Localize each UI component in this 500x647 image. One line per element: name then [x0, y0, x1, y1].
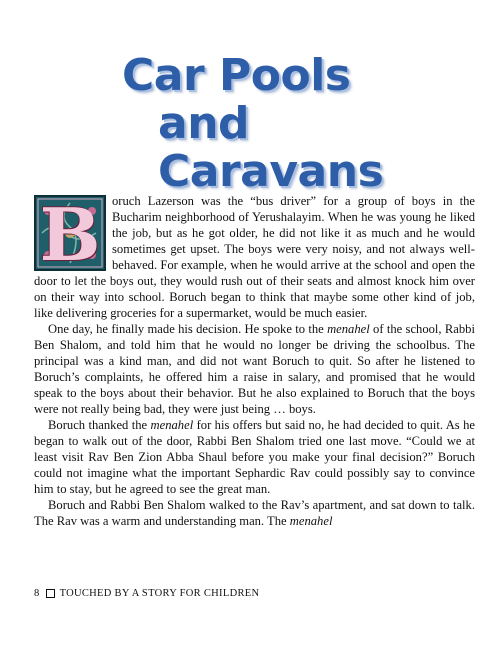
paragraph-2-text-b: of the school, Rabbi Ben Shalom, and told him that he would no longer be driving the schoolbus. The principal was a kind man, and did not want Boruch to quit. So after he listened to Boruch’s complaints, he offered him a raise in salary, and promised that he would speak to the boys about their behavior. But he also explained to Boruch that the boys were not really being bad, they were just being … boys.	[34, 322, 475, 416]
paragraph-2-text-a: One day, he finally made his decision. He spoke to the	[48, 322, 328, 336]
page-footer	[34, 588, 259, 599]
paragraph-3-text-a: Boruch thanked the	[48, 418, 151, 432]
paragraph-4-term: menahel	[289, 514, 333, 528]
story-body	[34, 193, 475, 529]
paragraph-1-text: oruch Lazerson was the “bus driver” for a group of boys in the Bucharim neighborhood of Yerushalayim. When he was young he liked the job, but as he got older, he did not like it as much and he would sometimes get upset. The boys were very noisy, and not always well-behaved. For example, when he would arrive at the school and open the door to let the boys out, they would rush out of their seats and almost knock him over on their way into school. Boruch began to think that maybe some other kind of job, like delivering groceries for a supermarket, would be much easier.	[34, 194, 475, 320]
paragraph-2	[34, 321, 475, 417]
decorative-dropcap	[34, 195, 106, 271]
paragraph-3-text-b: for his offers but said no, he had decided to quit. As he began to walk out of the door, Rabbi Ben Shalom tried one last move. “Could we at least visit Rav Ben Zion Abba Shaul before you make your final decision?” Boruch could not imagine what the important Sephardic Rav could possibly say to convince him to stay, but he agreed to see the great man.	[34, 418, 475, 496]
square-bullet-icon	[46, 589, 55, 598]
paragraph-4-text-a: Boruch and Rabbi Ben Shalom walked to the Rav’s apartment, and sat down to talk. The Rav was a warm and understanding man. The	[34, 498, 475, 528]
paragraph-3-term: menahel	[150, 418, 194, 432]
paragraph-3	[34, 417, 475, 497]
paragraph-4	[34, 497, 475, 529]
dropcap-letter: B	[39, 195, 101, 271]
page-number: 8	[34, 588, 40, 599]
paragraph-1	[34, 193, 475, 321]
title-line-1: Car Pools	[122, 50, 351, 101]
title-line-2: and Caravans	[158, 98, 384, 197]
page-title	[96, 52, 476, 196]
paragraph-2-term: menahel	[327, 322, 370, 336]
running-title: TOUCHED BY A STORY FOR CHILDREN	[59, 588, 260, 599]
